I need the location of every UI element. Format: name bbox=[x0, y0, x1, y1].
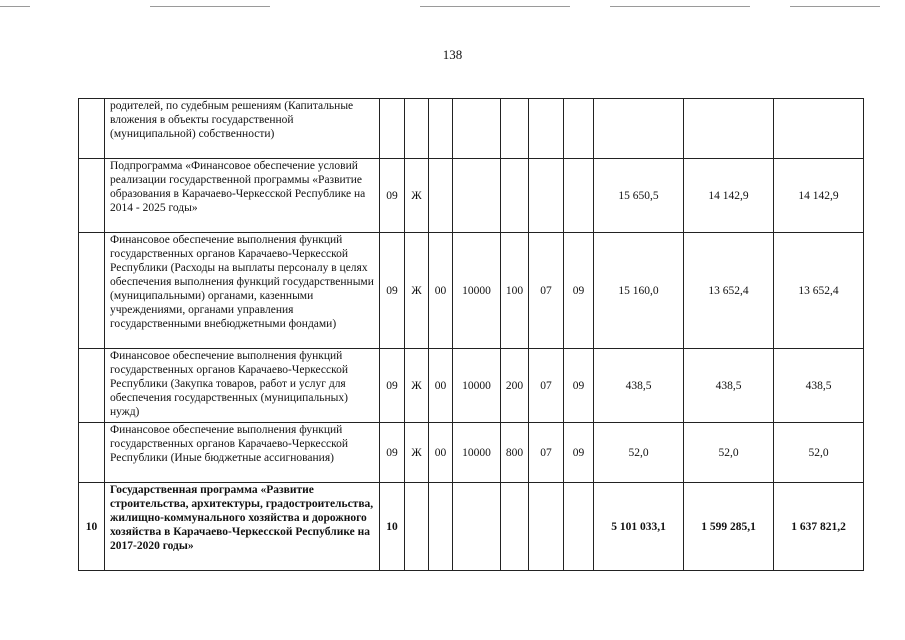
code-subsection bbox=[564, 483, 594, 571]
code-ministry bbox=[380, 99, 405, 159]
row-description: родителей, по судебным решениям (Капитальные вложения в объекты государственной (муниципальной) собственности) bbox=[105, 99, 380, 159]
page-number: 138 bbox=[442, 47, 463, 62]
code-subprogram bbox=[429, 99, 453, 159]
code-expense-type bbox=[501, 99, 529, 159]
code-expense-type bbox=[501, 483, 529, 571]
code-subprogram bbox=[429, 159, 453, 233]
row-number: 10 bbox=[79, 483, 105, 571]
code-section bbox=[529, 159, 564, 233]
amount-year-3: 14 142,9 bbox=[774, 159, 864, 233]
code-direction: 10000 bbox=[453, 233, 501, 349]
amount-year-3 bbox=[774, 99, 864, 159]
row-number bbox=[79, 423, 105, 483]
code-subsection bbox=[564, 159, 594, 233]
amount-year-3: 52,0 bbox=[774, 423, 864, 483]
row-number bbox=[79, 159, 105, 233]
code-ministry: 09 bbox=[380, 423, 405, 483]
code-direction: 10000 bbox=[453, 423, 501, 483]
code-subprogram: 00 bbox=[429, 423, 453, 483]
row-description: Финансовое обеспечение выполнения функций государственных органов Карачаево-Черкесской Республики (Иные бюджетные ассигнования) bbox=[105, 423, 380, 483]
code-direction bbox=[453, 99, 501, 159]
code-ministry: 09 bbox=[380, 233, 405, 349]
code-direction bbox=[453, 483, 501, 571]
amount-year-2: 438,5 bbox=[684, 349, 774, 423]
amount-year-1: 15 650,5 bbox=[594, 159, 684, 233]
code-program bbox=[405, 99, 429, 159]
code-section: 07 bbox=[529, 349, 564, 423]
row-description: Подпрограмма «Финансовое обеспечение условий реализации государственной программы «Развитие образования в Карачаево-Черкесской Республике на 2014 - 2025 годы» bbox=[105, 159, 380, 233]
code-direction: 10000 bbox=[453, 349, 501, 423]
code-section: 07 bbox=[529, 233, 564, 349]
code-subsection: 09 bbox=[564, 423, 594, 483]
scan-artifact-line bbox=[610, 6, 750, 7]
table-row bbox=[79, 99, 864, 159]
amount-year-3: 13 652,4 bbox=[774, 233, 864, 349]
code-subsection bbox=[564, 99, 594, 159]
row-number bbox=[79, 349, 105, 423]
code-subprogram: 00 bbox=[429, 233, 453, 349]
budget-table bbox=[78, 98, 864, 571]
scan-artifact-line bbox=[420, 6, 570, 7]
amount-year-1: 52,0 bbox=[594, 423, 684, 483]
code-subsection: 09 bbox=[564, 233, 594, 349]
amount-year-1: 15 160,0 bbox=[594, 233, 684, 349]
code-expense-type: 800 bbox=[501, 423, 529, 483]
scan-artifact-line bbox=[790, 6, 880, 7]
code-direction bbox=[453, 159, 501, 233]
code-subprogram: 00 bbox=[429, 349, 453, 423]
row-number bbox=[79, 233, 105, 349]
table-row bbox=[79, 233, 864, 349]
table-row bbox=[79, 349, 864, 423]
table-row bbox=[79, 159, 864, 233]
scan-artifact-line bbox=[0, 6, 30, 7]
code-expense-type: 200 bbox=[501, 349, 529, 423]
code-ministry: 09 bbox=[380, 159, 405, 233]
code-section bbox=[529, 99, 564, 159]
row-description: Финансовое обеспечение выполнения функций государственных органов Карачаево-Черкесской Республики (Расходы на выплаты персоналу в целях обеспечения выполнения функций государственными (муниципальными) органами, казенными учреждениями, органами управления государственными внебюджетными фондами) bbox=[105, 233, 380, 349]
amount-year-2: 1 599 285,1 bbox=[684, 483, 774, 571]
code-program: Ж bbox=[405, 423, 429, 483]
row-description: Государственная программа «Развитие строительства, архитектуры, градостроительства, жилищно-коммунального хозяйства и дорожного хозяйства в Карачаево-Черкесской Республике на 2017-2020 годы» bbox=[105, 483, 380, 571]
code-program: Ж bbox=[405, 159, 429, 233]
code-program bbox=[405, 483, 429, 571]
amount-year-2 bbox=[684, 99, 774, 159]
code-section bbox=[529, 483, 564, 571]
row-number bbox=[79, 99, 105, 159]
code-ministry: 10 bbox=[380, 483, 405, 571]
amount-year-1 bbox=[594, 99, 684, 159]
table-row bbox=[79, 483, 864, 571]
amount-year-3: 438,5 bbox=[774, 349, 864, 423]
amount-year-2: 13 652,4 bbox=[684, 233, 774, 349]
scan-artifact-line bbox=[150, 6, 270, 7]
code-program: Ж bbox=[405, 349, 429, 423]
row-description: Финансовое обеспечение выполнения функций государственных органов Карачаево-Черкесской Республики (Закупка товаров, работ и услуг для обеспечения государственных (муниципальных) нужд) bbox=[105, 349, 380, 423]
amount-year-1: 438,5 bbox=[594, 349, 684, 423]
amount-year-2: 52,0 bbox=[684, 423, 774, 483]
code-expense-type: 100 bbox=[501, 233, 529, 349]
amount-year-1: 5 101 033,1 bbox=[594, 483, 684, 571]
code-subsection: 09 bbox=[564, 349, 594, 423]
amount-year-2: 14 142,9 bbox=[684, 159, 774, 233]
amount-year-3: 1 637 821,2 bbox=[774, 483, 864, 571]
code-program: Ж bbox=[405, 233, 429, 349]
code-subprogram bbox=[429, 483, 453, 571]
code-section: 07 bbox=[529, 423, 564, 483]
code-ministry: 09 bbox=[380, 349, 405, 423]
code-expense-type bbox=[501, 159, 529, 233]
table-row bbox=[79, 423, 864, 483]
